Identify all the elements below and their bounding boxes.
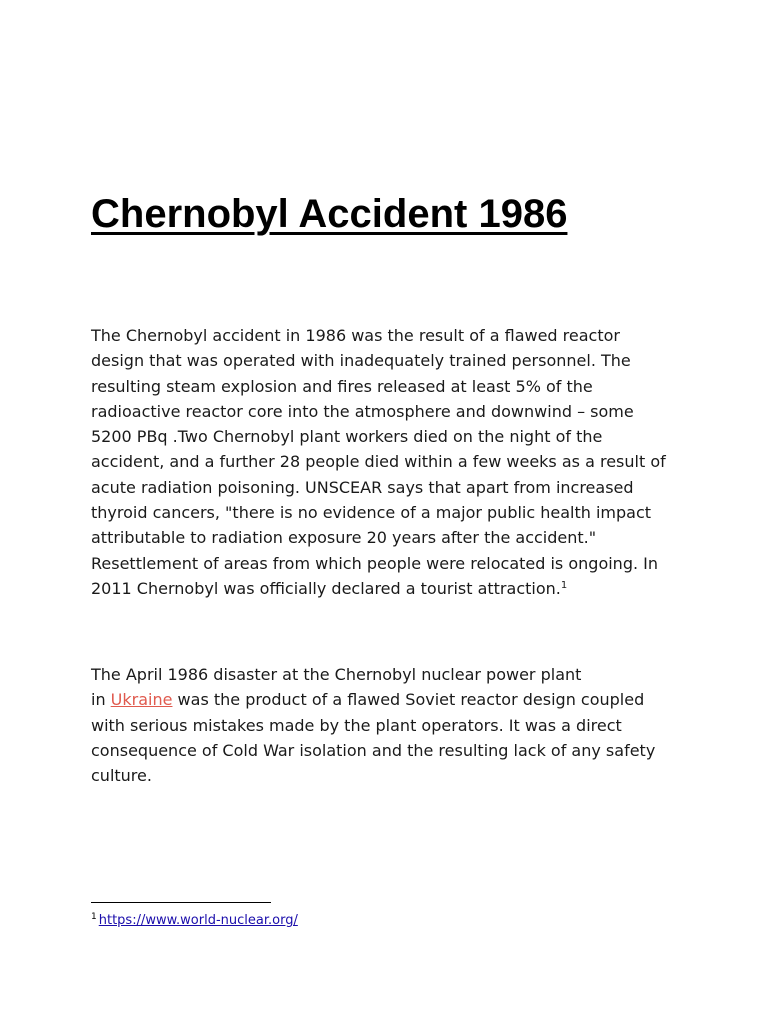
paragraph-line: with serious mistakes made by the plant operators. It was a direct [91,715,622,735]
footnote-mark: 1 [91,912,97,922]
paragraph-line: resulting steam explosion and fires released at least 5% of the [91,376,593,396]
paragraph-line: consequence of Cold War isolation and the resulting lack of any safety [91,740,656,760]
paragraph-line-last [91,576,691,601]
paragraph-line: The April 1986 disaster at the Chernobyl nuclear power plant [91,665,582,684]
paragraph-line: accident, and a further 28 people died within a few weeks as a result of [91,452,666,472]
ukraine-link[interactable]: Ukraine [110,690,173,710]
footnote-url-link[interactable]: https://www.world-nuclear.org/ [98,913,298,928]
paragraph-line: acute radiation poisoning. UNSCEAR says that apart from increased [91,477,634,497]
paragraph-line: attributable to radiation exposure 20 years after the accident." [91,528,597,548]
paragraph-line: 5200 PBq .Two Chernobyl plant workers died on the night of the [91,427,603,447]
paragraph-chernobyl-summary [91,323,691,601]
paragraph-line: Resettlement of areas from which people were relocated is ongoing. In [91,553,658,573]
paragraph-line-text: 2011 Chernobyl was officially declared a tourist attraction. [91,578,561,598]
footnote [91,910,298,932]
footnote-reference[interactable]: 1 [560,579,568,591]
paragraph-line: radioactive reactor core into the atmosphere and downwind – some [91,401,634,421]
paragraph-line: thyroid cancers, "there is no evidence of a major public health impact [91,503,652,523]
paragraph-disaster-cause [91,662,691,788]
paragraph-line-with-link [91,687,691,712]
paragraph-line: design that was operated with inadequately trained personnel. The [91,351,631,371]
line-suffix: was the product of a flawed Soviet reactor design coupled [172,690,645,710]
document-title: Chernobyl Accident 1986 [91,192,568,236]
line-prefix: in [91,690,111,710]
paragraph-line: The Chernobyl accident in 1986 was the result of a flawed reactor [91,326,620,345]
paragraph-line: culture. [91,766,152,786]
footnote-divider [91,902,271,903]
